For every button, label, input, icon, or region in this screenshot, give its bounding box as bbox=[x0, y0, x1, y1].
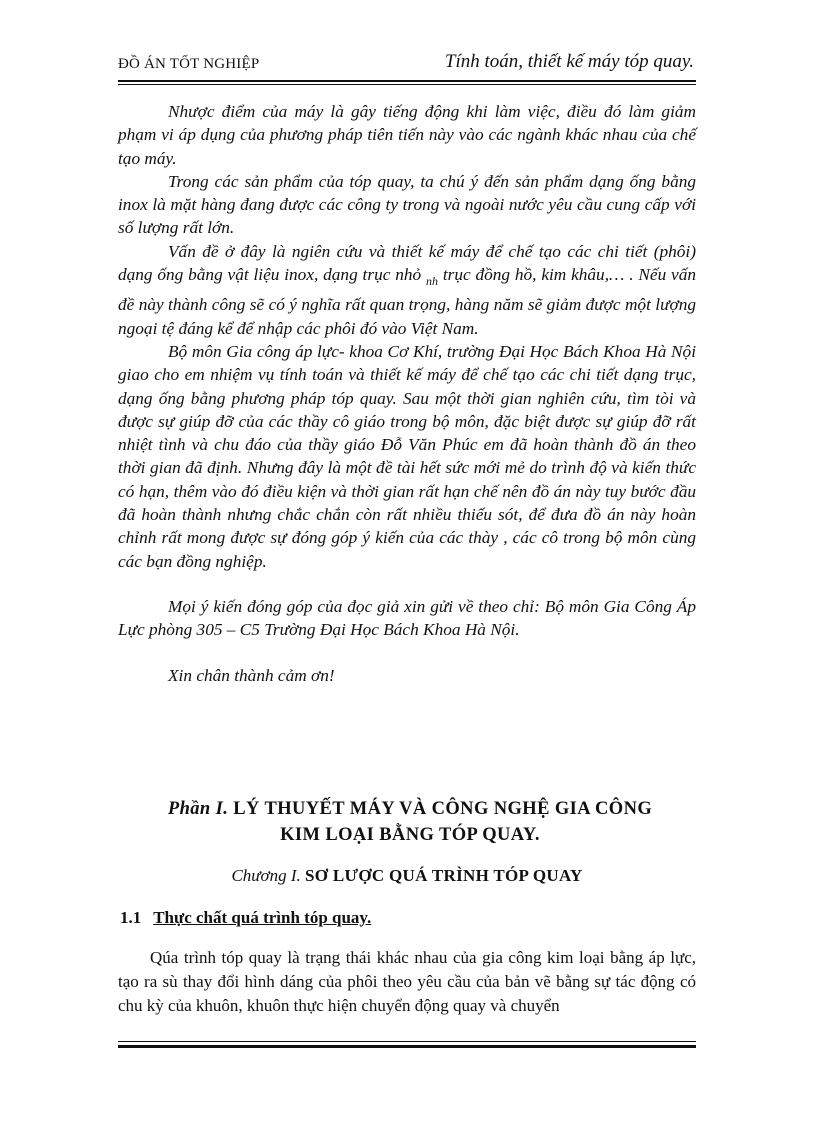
intro-paragraph-4: Bộ môn Gia công áp lực- khoa Cơ Khí, trường Đại Học Bách Khoa Hà Nội giao cho em nhiệm vụ tính toán và thiết kế máy để chế tạo các chi tiết dạng trục, dạng ống bằng phương pháp tóp quay. Sau một thời gian nghiên cứu, tìm tòi và được sự giúp đỡ của các thầy cô giáo trong bộ môn, đặc biệt được sự giúp đỡ rất nhiệt tình và chu đáo của thầy giáo Đỗ Văn Phúc em đã hoàn thành đồ án theo thời gian đã định. Nhưng đây là một đề tài hết sức mới mẻ do trình độ và kiến thức có hạn, thêm vào đó điều kiện và thời gian rất hạn chế nên đồ án này tuy bước đầu đã hoàn thành nhưng chắc chắn còn rất nhiều thiếu sót, để đưa đồ án này hoàn chỉnh rất mong được sự đóng góp ý kiến của các thày , các cô trong bộ môn cùng các bạn đồng nghiệp. bbox=[118, 341, 696, 571]
chapter-title: SƠ LƯỢC QUÁ TRÌNH TÓP QUAY bbox=[305, 866, 583, 885]
intro-paragraph-3 bbox=[118, 240, 696, 340]
intro-text bbox=[118, 100, 696, 687]
intro-p3-part-a: Vấn đề ở đây là ngiên cứu và thiết kế máy để chế tạo các chi tiết (phôi) dạng ống bằng vật liệu inox, dạng trục nhỏ bbox=[118, 241, 696, 285]
intro-paragraph-5: Mọi ý kiến đóng góp của đọc giả xin gửi về theo chỉ: Bộ môn Gia Công Áp Lực phòng 305 – C5 Trường Đại Học Bách Khoa Hà Nội. bbox=[118, 596, 696, 640]
intro-p3-subscript: nh bbox=[425, 274, 438, 289]
header-right-title: Tính toán, thiết kế máy tóp quay. bbox=[444, 51, 694, 72]
section-heading bbox=[120, 908, 371, 928]
part-title-line-2: KIM LOẠI BẰNG TÓP QUAY. bbox=[280, 825, 540, 845]
intro-paragraph-2: Trong các sản phẩm của tóp quay, ta chú ý đến sản phẩm dạng ống bằng inox là mặt hàng đang được các công ty trong và ngoài nước yêu cầu cung cấp với số lượng rất lớn. bbox=[118, 171, 696, 238]
part-title-line-1: LÝ THUYẾT MÁY VÀ CÔNG NGHỆ GIA CÔNG bbox=[233, 799, 653, 819]
body-text bbox=[118, 946, 696, 1019]
section-title: Thực chất quá trình tóp quay. bbox=[153, 908, 372, 927]
part-label: Phần I. bbox=[167, 799, 229, 819]
intro-paragraph-1: Nhược điểm của máy là gây tiếng động khi làm việc, điều đó làm giảm phạm vi áp dụng của phương pháp tiên tiến này vào các ngành khác nhau của chế tạo máy. bbox=[118, 102, 696, 168]
header-left-title: ĐỒ ÁN TỐT NGHIỆP bbox=[118, 56, 260, 72]
body-paragraph-1: Qúa trình tóp quay là trạng thái khác nhau của gia công kim loại bằng áp lực, tạo ra sù thay đổi hình dáng của phôi theo yêu cầu của bản vẽ bằng sự tác động có chu kỳ của khuôn, khuôn thực hiện chuyển động quay và chuyển bbox=[118, 948, 696, 1016]
page-header bbox=[118, 50, 694, 80]
header-rule-thick bbox=[118, 80, 696, 82]
header-rule-thin bbox=[118, 84, 696, 85]
chapter-heading bbox=[120, 866, 694, 886]
footer-rule-thin bbox=[118, 1041, 696, 1042]
intro-p3-part-b: trục đồng hồ, kim khâu,… . Nếu vấn đề này thành công sẽ có ý nghĩa rất quan trọng, hàng năm sẽ giảm được một lượng ngoại tệ đáng kể để nhập các phôi đó vào Việt Nam. bbox=[118, 265, 696, 338]
part-heading bbox=[130, 796, 690, 848]
section-number: 1.1 bbox=[120, 908, 142, 927]
chapter-label: Chương I. bbox=[231, 866, 301, 885]
footer-rule-thick bbox=[118, 1045, 696, 1048]
intro-paragraph-6: Xin chân thành cảm ơn! bbox=[168, 665, 335, 685]
